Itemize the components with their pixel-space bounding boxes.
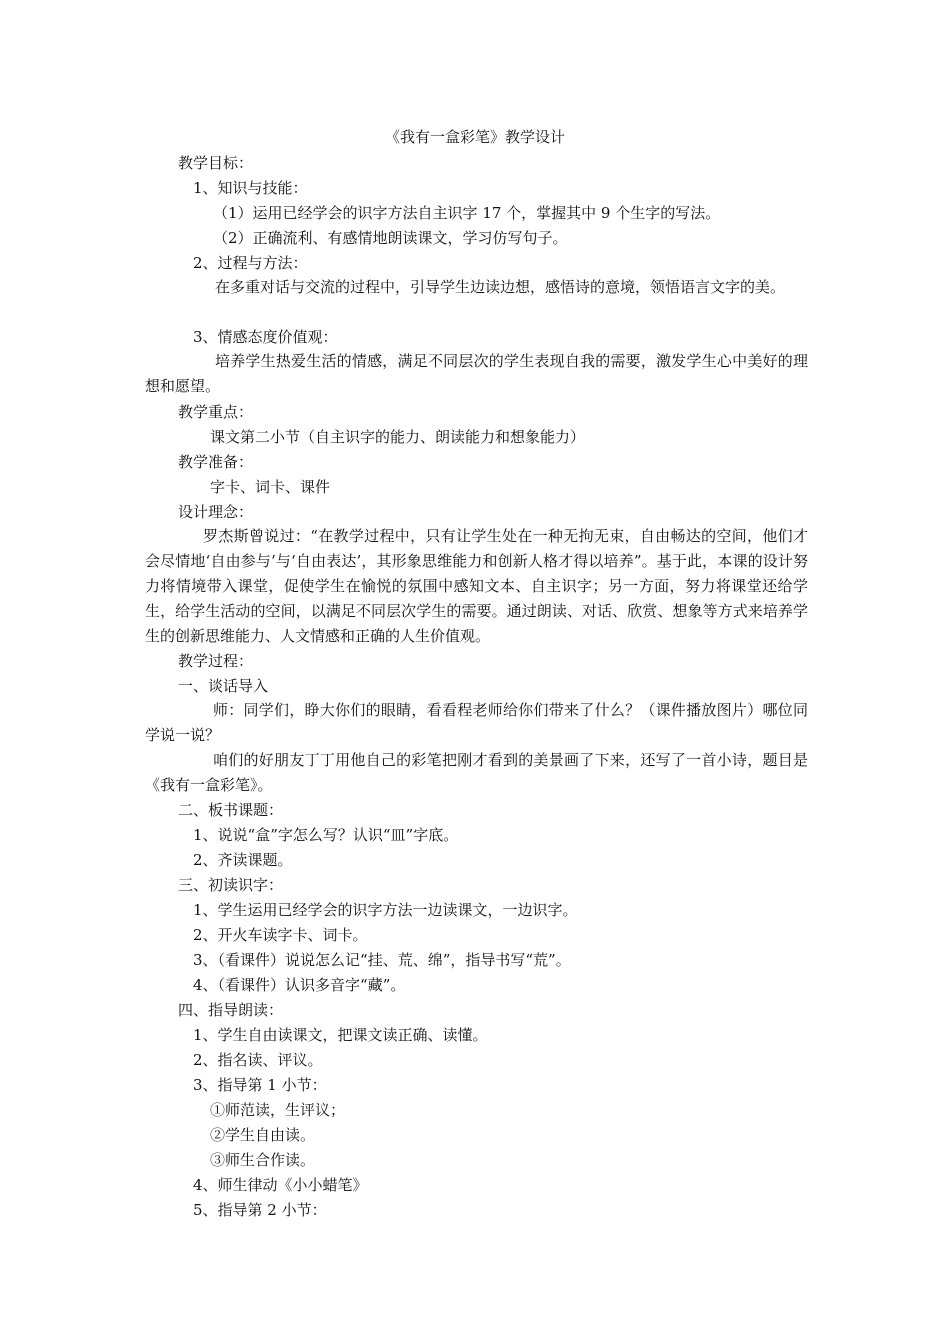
prep-text: 字卡、词卡、课件 [210, 478, 331, 496]
goal1-item1: （1）运用已经学会的识字方法自主识字 17 个，掌握其中 9 个生字的写法。 [213, 204, 721, 222]
document-title: 《我有一盒彩笔》教学设计 [384, 128, 565, 146]
list-item: 2、开火车读字卡、词卡。 [193, 926, 368, 944]
list-item: 3、指导第 1 小节： [193, 1076, 327, 1094]
sub-item: ①师范读，生评议； [210, 1101, 346, 1119]
section2-heading: 二、板书课题： [178, 801, 284, 819]
list-item: 4、（看课件）认识多音字“藏”。 [193, 976, 406, 994]
prep-heading: 教学准备： [178, 453, 254, 471]
concept-text: 罗杰斯曾说过：“在教学过程中，只有让学生处在一种无拘无束，自由畅达的空间，他们才会尽情地‘自由参与’与‘自由表达’，其形象思维能力和创新人格才得以培养”。基于此，本课的设计努力将情境带入课堂，促使学生在愉悦的氛围中感知文本、自主识字；另一方面，努力将课堂还给学生，给学生活动的空间，以满足不同层次学生的需要。通过朗读、对话、欣赏、想象等方式来培养学生的创新思维能力、人文情感和正确的人生价值观。 [145, 527, 808, 645]
section1-para2: 咱们的好朋友丁丁用他自己的彩笔把刚才看到的美景画了下来，还写了一首小诗，题目是《我有一盒彩笔》。 [145, 751, 808, 794]
goal1-item2: （2）正确流利、有感情地朗读课文，学习仿写句子。 [213, 229, 568, 247]
key-heading: 教学重点： [178, 403, 254, 421]
list-item: 4、师生律动《小小蜡笔》 [193, 1176, 368, 1194]
goal2-heading: 2、过程与方法： [193, 254, 308, 272]
list-item: 5、指导第 2 小节： [193, 1201, 327, 1219]
section4-heading: 四、指导朗读： [178, 1001, 284, 1019]
goal2-text: 在多重对话与交流的过程中，引导学生边读边想，感悟诗的意境，领悟语言文字的美。 [215, 278, 786, 296]
section1-heading: 一、谈话导入 [178, 677, 269, 695]
goal3-text: 培养学生热爱生活的情感，满足不同层次的学生表现自我的需要，激发学生心中美好的理想和愿望。 [145, 352, 808, 395]
sub-item: ②学生自由读。 [210, 1126, 316, 1144]
goals-heading: 教学目标： [178, 154, 254, 172]
list-item: 3、（看课件）说说怎么记“挂、荒、绵”，指导书写“荒”。 [193, 951, 571, 969]
section1-para1: 师：同学们，睁大你们的眼睛，看看程老师给你们带来了什么？（课件播放图片）哪位同学说一说？ [145, 701, 808, 744]
goal3-heading: 3、情感态度价值观： [193, 328, 338, 346]
process-heading: 教学过程： [178, 652, 254, 670]
list-item: 1、说说“盒”字怎么写？认识“皿”字底。 [193, 826, 459, 844]
list-item: 2、指名读、评议。 [193, 1051, 323, 1069]
concept-heading: 设计理念： [178, 503, 254, 521]
goal1-heading: 1、知识与技能： [193, 179, 308, 197]
list-item: 2、齐读课题。 [193, 851, 293, 869]
sub-item: ③师生合作读。 [210, 1151, 316, 1169]
list-item: 1、学生自由读课文，把课文读正确、读懂。 [193, 1026, 488, 1044]
key-text: 课文第二小节（自主识字的能力、朗读能力和想象能力） [210, 428, 586, 446]
list-item: 1、学生运用已经学会的识字方法一边读课文，一边识字。 [193, 901, 578, 919]
section3-heading: 三、初读识字： [178, 876, 284, 894]
